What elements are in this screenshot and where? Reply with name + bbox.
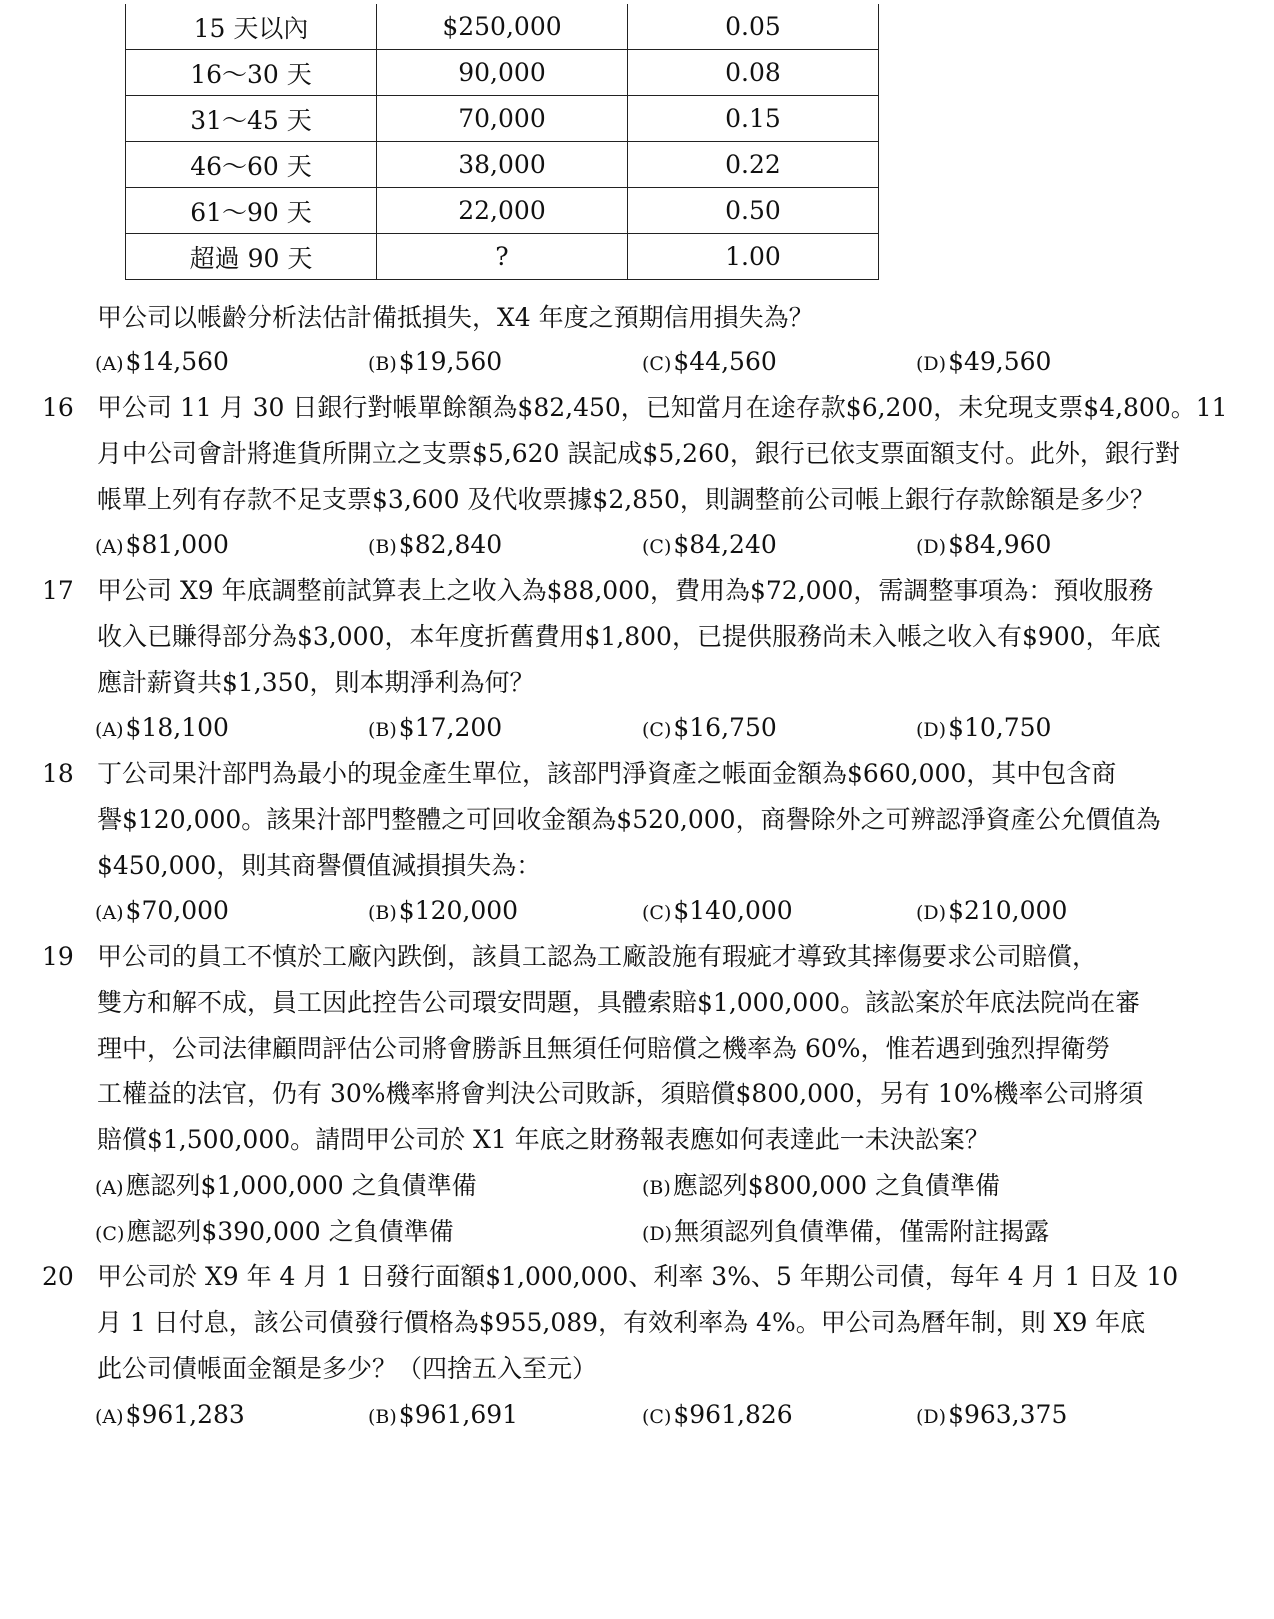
option-b: (B)$17,200 xyxy=(368,713,503,742)
option-c: (C)$44,560 xyxy=(642,347,777,376)
question-18-text: 丁公司果汁部門為最小的現金產生單位，該部門淨資產之帳面金額為$660,000，其中包含商 xyxy=(97,759,1117,788)
table-row xyxy=(126,50,879,96)
cell-rate: 1.00 xyxy=(628,234,879,280)
question-17-text: 甲公司 X9 年底調整前試算表上之收入為$88,000，費用為$72,000，需調整事項為：預收服務 xyxy=(97,576,1154,605)
cell-rate: 0.08 xyxy=(628,50,879,96)
option-b: (B)$961,691 xyxy=(368,1400,519,1429)
cell-amount: 38,000 xyxy=(377,142,628,188)
question-16-text: 月中公司會計將進貨所開立之支票$5,620 誤記成$5,260，銀行已依支票面額支付。此外，銀行對 xyxy=(97,439,1180,468)
option-a: (A)$70,000 xyxy=(95,896,229,925)
option-a: (A)$14,560 xyxy=(95,347,229,376)
option-c: (C)$961,826 xyxy=(642,1400,793,1429)
option-d: (D)無須認列負債準備，僅需附註揭露 xyxy=(642,1217,1050,1246)
table-row xyxy=(126,142,879,188)
cell-period: 15 天以內 xyxy=(126,4,377,50)
cell-rate: 0.15 xyxy=(628,96,879,142)
option-a: (A)$961,283 xyxy=(95,1400,245,1429)
question-20-text: 此公司債帳面金額是多少？（四捨五入至元） xyxy=(97,1354,598,1383)
option-a: (A)$81,000 xyxy=(95,530,229,559)
question-19-text: 理中，公司法律顧問評估公司將會勝訴且無須任何賠償之機率為 60%，惟若遇到強烈捍衛勞 xyxy=(97,1034,1111,1063)
option-b: (B)應認列$800,000 之負債準備 xyxy=(642,1171,1001,1200)
cell-amount: ? xyxy=(377,234,628,280)
question-18-text: $450,000，則其商譽價值減損損失為： xyxy=(97,851,542,880)
question-19-text: 賠償$1,500,000。請問甲公司於 X1 年底之財務報表應如何表達此一未決訟案？ xyxy=(97,1125,990,1154)
cell-amount: $250,000 xyxy=(377,4,628,50)
option-c: (C)$16,750 xyxy=(642,713,777,742)
question-17-text: 收入已賺得部分為$3,000，本年度折舊費用$1,800，已提供服務尚未入帳之收入有$900，年底 xyxy=(97,622,1161,651)
cell-period: 超過 90 天 xyxy=(126,234,377,280)
table-row xyxy=(126,96,879,142)
cell-rate: 0.05 xyxy=(628,4,879,50)
cell-amount: 22,000 xyxy=(377,188,628,234)
option-d: (D)$10,750 xyxy=(916,713,1052,742)
option-b: (B)$120,000 xyxy=(368,896,519,925)
cell-rate: 0.50 xyxy=(628,188,879,234)
cell-rate: 0.22 xyxy=(628,142,879,188)
cell-period: 31～45 天 xyxy=(126,96,377,142)
question-18-text: 譽$120,000。該果汁部門整體之可回收金額為$520,000，商譽除外之可辨認淨資產公允價值為 xyxy=(97,805,1161,834)
cell-period: 46～60 天 xyxy=(126,142,377,188)
option-a: (A)應認列$1,000,000 之負債準備 xyxy=(95,1171,477,1200)
table-row xyxy=(126,188,879,234)
option-c: (C)應認列$390,000 之負債準備 xyxy=(95,1217,454,1246)
question-19-text: 甲公司的員工不慎於工廠內跌倒，該員工認為工廠設施有瑕疵才導致其摔傷要求公司賠償， xyxy=(97,942,1098,971)
question-number: 16 xyxy=(42,393,74,422)
option-d: (D)$49,560 xyxy=(916,347,1052,376)
option-c: (C)$84,240 xyxy=(642,530,777,559)
question-17-text: 應計薪資共$1,350，則本期淨利為何？ xyxy=(97,668,535,697)
cell-amount: 70,000 xyxy=(377,96,628,142)
option-b: (B)$19,560 xyxy=(368,347,503,376)
question-16-text: 甲公司 11 月 30 日銀行對帳單餘額為$82,450，已知當月在途存款$6,200，未兌現支票$4,800。11 xyxy=(97,393,1228,422)
table-row xyxy=(126,234,879,280)
cell-period: 16～30 天 xyxy=(126,50,377,96)
aging-table xyxy=(125,4,879,280)
option-c: (C)$140,000 xyxy=(642,896,793,925)
question-number: 19 xyxy=(42,942,74,971)
question-19-text: 雙方和解不成，員工因此控告公司環安問題，具體索賠$1,000,000。該訟案於年底法院尚在審 xyxy=(97,988,1141,1017)
cell-amount: 90,000 xyxy=(377,50,628,96)
question-15-text: 甲公司以帳齡分析法估計備抵損失，X4 年度之預期信用損失為？ xyxy=(97,303,814,332)
cell-period: 61～90 天 xyxy=(126,188,377,234)
option-b: (B)$82,840 xyxy=(368,530,503,559)
question-19-text: 工權益的法官，仍有 30%機率將會判決公司敗訴，須賠償$800,000，另有 10%機率公司將須 xyxy=(97,1079,1144,1108)
table-row xyxy=(126,4,879,50)
question-number: 17 xyxy=(42,576,74,605)
option-d: (D)$963,375 xyxy=(916,1400,1068,1429)
question-number: 18 xyxy=(42,759,74,788)
question-20-text: 月 1 日付息，該公司債發行價格為$955,089，有效利率為 4%。甲公司為曆年制，則 X9 年底 xyxy=(97,1308,1146,1337)
option-d: (D)$84,960 xyxy=(916,530,1052,559)
question-number: 20 xyxy=(42,1262,74,1291)
question-16-text: 帳單上列有存款不足支票$3,600 及代收票據$2,850，則調整前公司帳上銀行存款餘額是多少？ xyxy=(97,485,1155,514)
option-a: (A)$18,100 xyxy=(95,713,229,742)
question-20-text: 甲公司於 X9 年 4 月 1 日發行面額$1,000,000、利率 3%、5 年期公司債，每年 4 月 1 日及 10 xyxy=(97,1262,1179,1291)
option-d: (D)$210,000 xyxy=(916,896,1068,925)
